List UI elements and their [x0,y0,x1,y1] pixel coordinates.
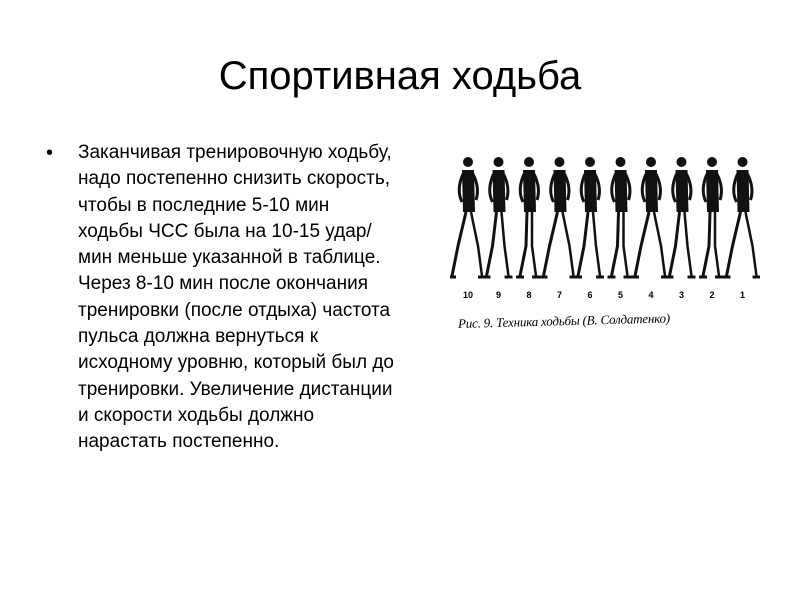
bullet-list [46,140,396,456]
walker-figure [483,157,513,277]
frame-number-label: 5 [617,290,624,300]
walker-figure [574,157,604,277]
walker-figure [608,157,632,277]
bullet-item [46,140,396,456]
walker-figure [699,157,723,277]
bullet-dot-icon: • [46,142,54,164]
frame-number-label: 10 [462,290,474,300]
walker-sequence-illustration [450,150,760,310]
walker-figure [666,157,696,277]
frame-number-label: 1 [739,290,746,300]
walker-figure [723,157,761,277]
frame-number-label: 8 [526,290,532,300]
frame-number-label: 6 [587,290,593,300]
frame-number-label: 9 [495,290,502,300]
frame-number-label: 4 [648,290,654,300]
frame-number-label: 3 [678,290,685,300]
walker-figure [540,157,578,277]
walker-figure [450,157,486,277]
bullet-text: Заканчивая тренировочную ходьбу, надо постепенно снизить скорость, чтобы в последние 5-10 мин ходьбы ЧСС была на 10-15 удар/мин меньше указанной в таблице. Через 8-10 мин после окончания тренировки (после отдыха) частота пульса должна вернуться к исходному уровню, который был до тренировки. Увеличение дистанции и скорости ходьбы должно нарастать постепенно. [78,142,394,453]
frame-number-label: 2 [709,290,715,300]
frame-number-label: 7 [556,290,563,300]
walker-figure [631,157,669,277]
figure-caption: Рис. 9. Техника ходьбы (В. Солдатенко) [457,310,671,331]
walker-figure [516,157,540,277]
slide-title: Спортивная ходьба [218,54,582,98]
